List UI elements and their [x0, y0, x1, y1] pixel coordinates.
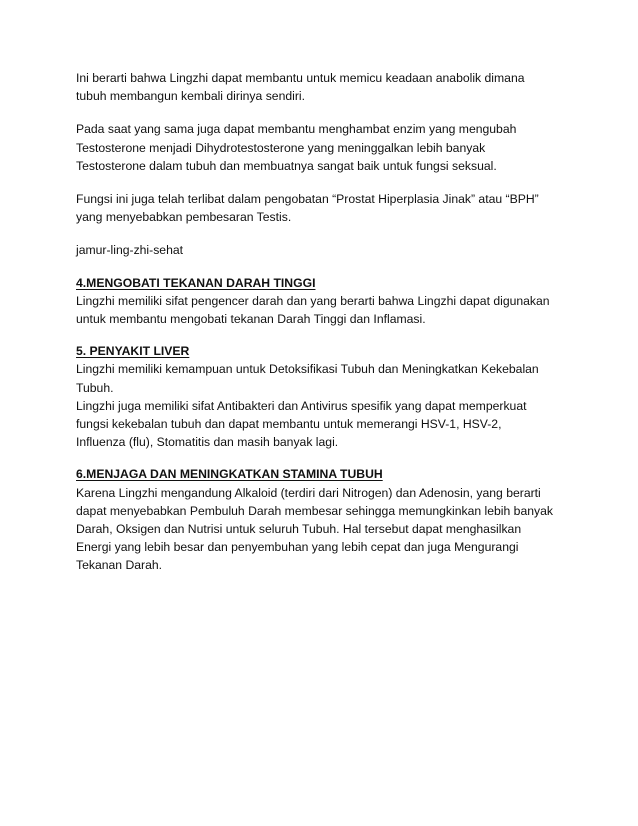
text-line: Karena Lingzhi mengandung Alkaloid (terdiri dari Nitrogen) dan Adenosin, yang berarti [76, 485, 541, 500]
text-line: Fungsi ini juga telah terlibat dalam pengobatan “Prostat Hiperplasia Jinak” atau “BPH” [76, 192, 539, 207]
text-line: Lingzhi juga memiliki sifat Antibakteri dan Antivirus spesifik yang dapat memperkuat [76, 398, 527, 413]
paragraph-anabolic [76, 69, 576, 105]
text-line: fungsi kekebalan tubuh dan dapat membantu untuk memerangi HSV-1, HSV-2, [76, 417, 502, 432]
text-line: Darah, Oksigen dan Nutrisi untuk seluruh Tubuh. Hal tersebut dapat menghasilkan [76, 522, 522, 537]
paragraph-bph [76, 190, 576, 226]
text-line: Testosterone menjadi Dihydrotestosterone yang meninggalkan lebih banyak [76, 140, 486, 155]
paragraph-slug [76, 241, 576, 259]
section-liver [76, 342, 576, 451]
slug-text: jamur-ling-zhi-sehat [76, 243, 184, 258]
text-line: Influenza (flu), Stomatitis dan masih banyak lagi. [76, 435, 339, 450]
text-line: Tubuh. [76, 380, 114, 395]
text-line: dapat menyebabkan Pembuluh Darah membesar sehingga memungkinkan lebih banyak [76, 503, 553, 518]
document-body [76, 69, 576, 589]
paragraph-enzyme [76, 120, 576, 175]
section-heading: 4.MENGOBATI TEKANAN DARAH TINGGI [76, 275, 316, 290]
text-line: Lingzhi memiliki sifat pengencer darah dan yang berarti bahwa Lingzhi dapat digunakan [76, 293, 550, 308]
section-blood-pressure [76, 274, 576, 329]
text-line: untuk membantu mengobati tekanan Darah Tinggi dan Inflamasi. [76, 312, 426, 327]
text-line: Lingzhi memiliki kemampuan untuk Detoksifikasi Tubuh dan Meningkatkan Kekebalan [76, 362, 539, 377]
section-heading: 6.MENJAGA DAN MENINGKATKAN STAMINA TUBUH [76, 467, 383, 482]
text-line: Energi yang lebih besar dan penyembuhan yang lebih cepat dan juga Mengurangi [76, 540, 519, 555]
text-line: tubuh membangun kembali dirinya sendiri. [76, 89, 305, 104]
text-line: Testosterone dalam tubuh dan membuatnya sangat baik untuk fungsi seksual. [76, 158, 497, 173]
section-stamina [76, 465, 576, 574]
text-line: yang menyebabkan pembesaran Testis. [76, 210, 292, 225]
text-line: Ini berarti bahwa Lingzhi dapat membantu untuk memicu keadaan anabolik dimana [76, 71, 525, 85]
section-heading: 5. PENYAKIT LIVER [76, 344, 190, 359]
text-line: Pada saat yang sama juga dapat membantu menghambat enzim yang mengubah [76, 122, 517, 137]
text-line: Tekanan Darah. [76, 558, 163, 573]
